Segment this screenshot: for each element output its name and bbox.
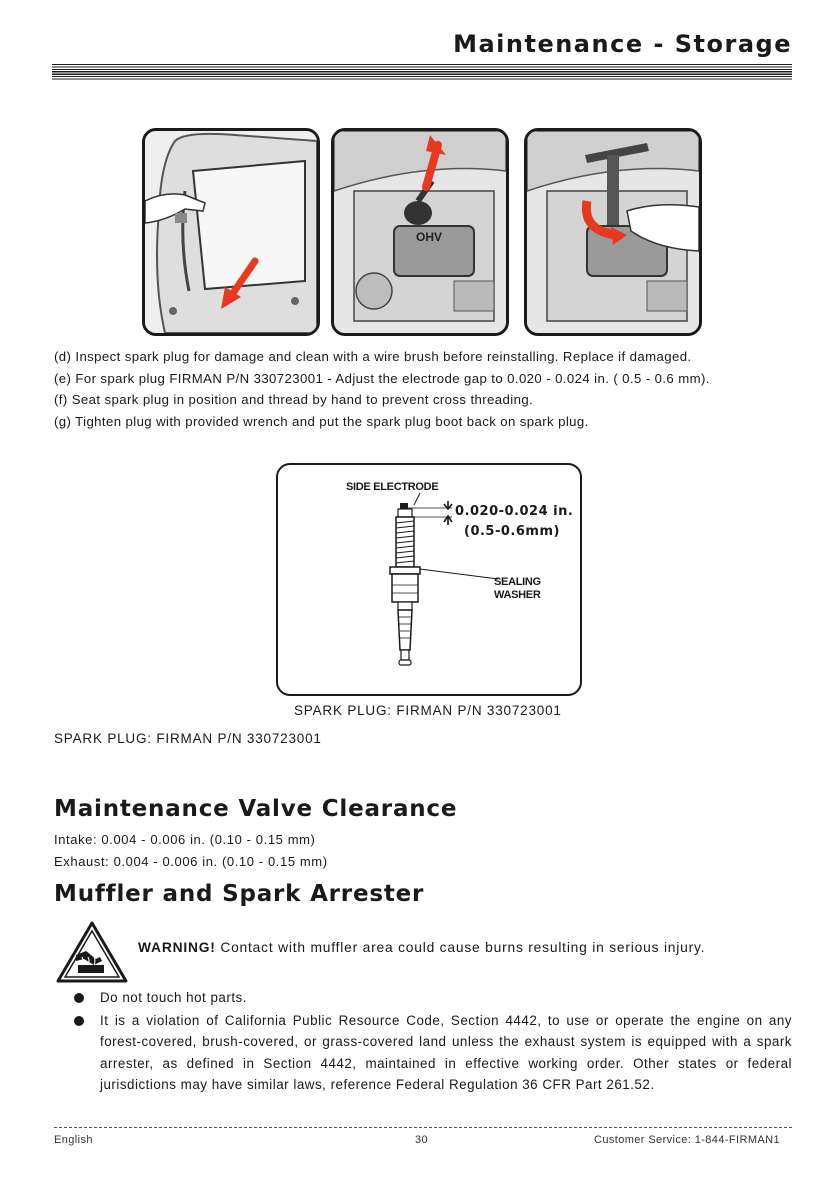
page-number: 30 xyxy=(415,1134,429,1146)
photo-pull-plug-boot xyxy=(331,128,509,336)
valve-clearance-heading: Maintenance Valve Clearance xyxy=(54,796,458,822)
washer-label: WASHER xyxy=(494,589,541,601)
exhaust-clearance: Exhaust: 0.004 - 0.006 in. (0.10 - 0.15 mm) xyxy=(54,854,328,869)
footer-language: English xyxy=(54,1134,93,1146)
bullet-icon xyxy=(74,993,84,1003)
svg-text:OHV: OHV xyxy=(416,230,443,244)
sealing-label: SEALING xyxy=(494,576,541,588)
spark-plug-diagram xyxy=(276,463,582,696)
instruction-steps xyxy=(54,346,799,432)
burn-warning xyxy=(138,940,705,955)
photo-remove-cover xyxy=(142,128,320,336)
gap-inches: 0.020-0.024 in. xyxy=(455,504,574,519)
bullet-icon xyxy=(74,1016,84,1026)
step-d: (d) Inspect spark plug for damage and clean with a wire brush before reinstalling. Replace if damaged. xyxy=(54,349,692,364)
page-title: Maintenance - Storage xyxy=(453,30,792,58)
warning-label: WARNING! xyxy=(138,940,216,955)
customer-service: Customer Service: 1-844-FIRMAN1 xyxy=(593,1134,780,1146)
warning-text: Contact with muffler area could cause burns resulting in serious injury. xyxy=(215,940,706,955)
step-f: (f) Seat spark plug in position and thread by hand to prevent cross threading. xyxy=(54,392,534,407)
list-item xyxy=(74,987,792,1009)
step-e: (e) For spark plug FIRMAN P/N 330723001 - Adjust the electrode gap to 0.020 - 0.024 in. ( 0.5 - 0.6 mm). xyxy=(54,370,710,386)
intake-clearance: Intake: 0.004 - 0.006 in. (0.10 - 0.15 mm) xyxy=(54,832,316,847)
footer-divider xyxy=(54,1127,792,1128)
spark-plug-part-number: SPARK PLUG: FIRMAN P/N 330723001 xyxy=(54,731,322,746)
hot-surface-warning-icon xyxy=(56,921,128,983)
gap-mm: (0.5-0.6mm) xyxy=(464,524,560,539)
step-g: (g) Tighten plug with provided wrench and put the spark plug boot back on spark plug. xyxy=(54,413,589,429)
side-electrode-label: SIDE ELECTRODE xyxy=(346,481,439,493)
diagram-caption: SPARK PLUG: FIRMAN P/N 330723001 xyxy=(294,703,562,718)
bullet-text: It is a violation of California Public Resource Code, Section 4442, to use or operate the engine on any forest-covered, brush-covered, or grass-covered land unless the exhaust system is equipped with a spark arrester, as defined in Section 4442, maintained in effective working order. Other states or federal jurisdictions may have similar laws, reference Federal Regulation 36 CFR Part 261.52. xyxy=(100,1012,792,1092)
list-item xyxy=(74,1010,792,1096)
photo-remove-spark-plug xyxy=(524,128,702,336)
bullet-text: Do not touch hot parts. xyxy=(100,990,247,1005)
muffler-bullet-list xyxy=(74,987,792,1096)
title-rule xyxy=(52,64,792,81)
muffler-heading: Muffler and Spark Arrester xyxy=(54,881,425,907)
